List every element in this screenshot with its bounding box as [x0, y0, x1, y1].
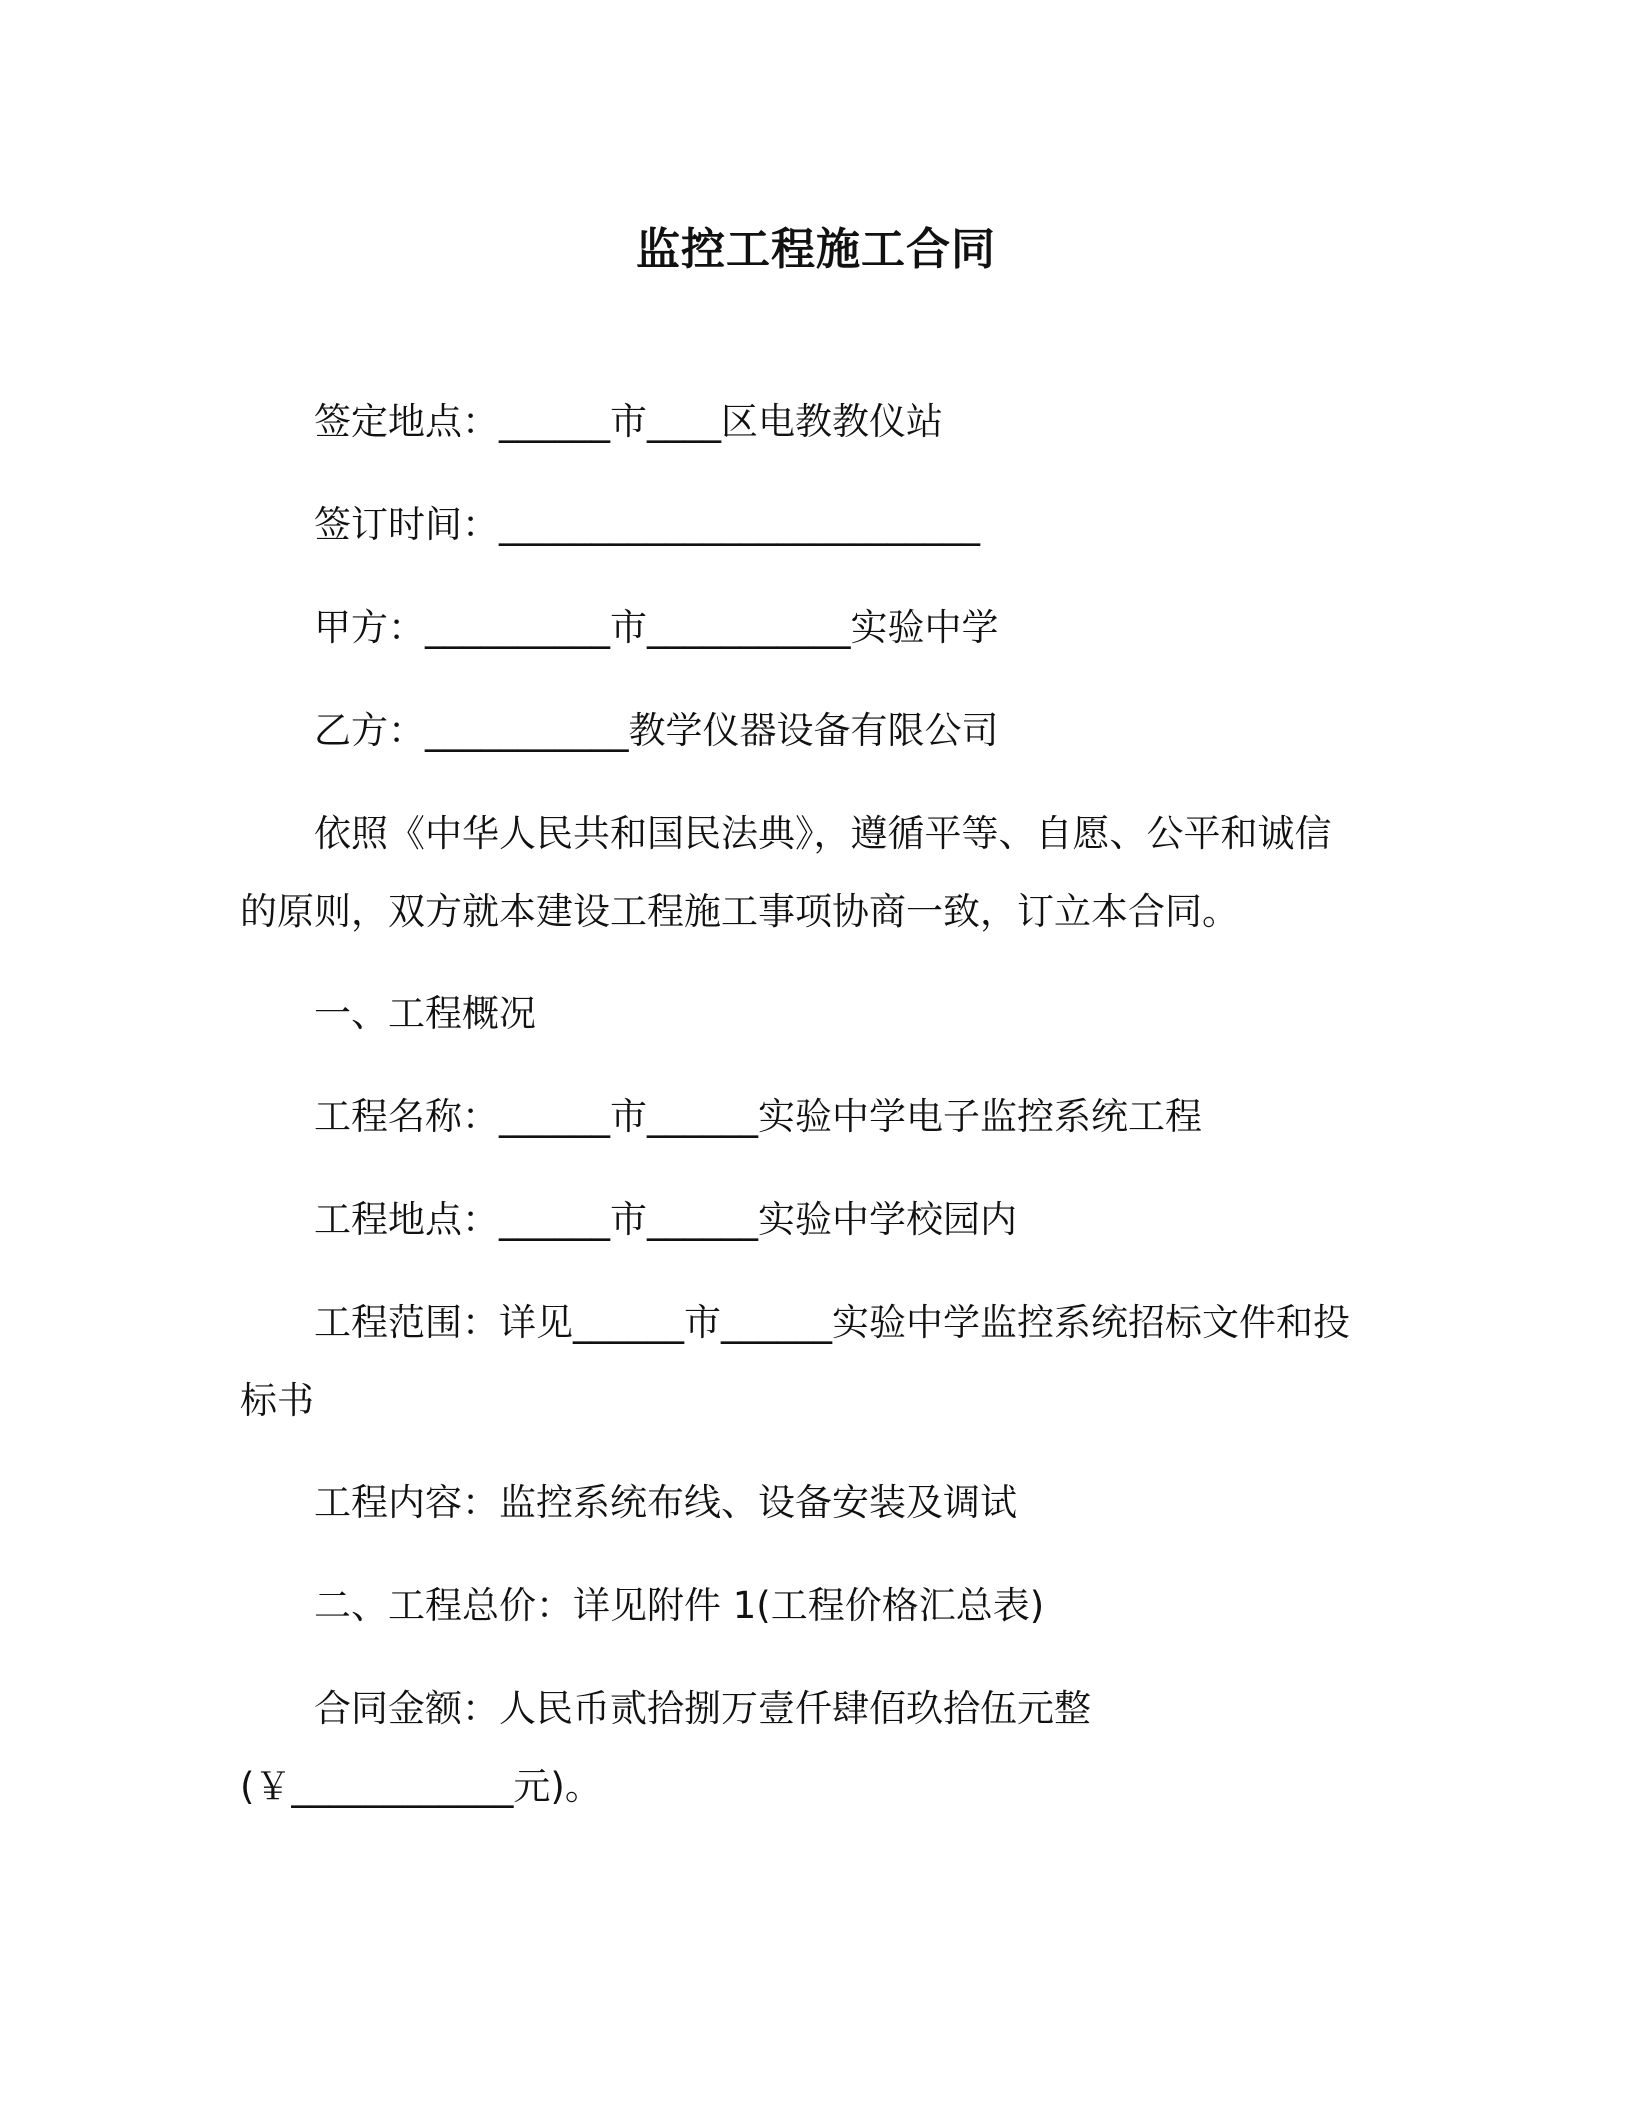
document-title: 监控工程施工合同 — [636, 224, 996, 275]
project-scope-line-2: 标书 — [240, 1379, 314, 1422]
party-a-line: 甲方：__________市___________实验中学 — [314, 606, 999, 649]
section-heading-total-price: 二、工程总价：详见附件 1(工程价格汇总表) — [314, 1584, 1045, 1627]
contract-amount-line-1: 合同金额：人民币贰拾捌万壹仟肆佰玖拾伍元整 — [314, 1687, 1091, 1730]
project-name-line: 工程名称：______市______实验中学电子监控系统工程 — [314, 1095, 1202, 1138]
signing-place-line: 签定地点：______市____区电教教仪站 — [314, 400, 943, 443]
project-scope-line-1: 工程范围：详见______市______实验中学监控系统招标文件和投 — [314, 1301, 1350, 1344]
preamble-line-1: 依照《中华人民共和国民法典》，遵循平等、自愿、公平和诚信 — [314, 812, 1332, 855]
project-location-line: 工程地点：______市______实验中学校园内 — [314, 1198, 1017, 1241]
signing-time-line: 签订时间：__________________________ — [314, 503, 980, 546]
section-heading-project-overview: 一、工程概况 — [314, 992, 536, 1035]
project-content-line: 工程内容：监控系统布线、设备安装及调试 — [314, 1481, 1017, 1524]
contract-amount-line-2: (￥____________元)。 — [240, 1765, 602, 1808]
party-b-line: 乙方：___________教学仪器设备有限公司 — [314, 709, 999, 752]
preamble-line-2: 的原则，双方就本建设工程施工事项协商一致，订立本合同。 — [240, 890, 1239, 933]
